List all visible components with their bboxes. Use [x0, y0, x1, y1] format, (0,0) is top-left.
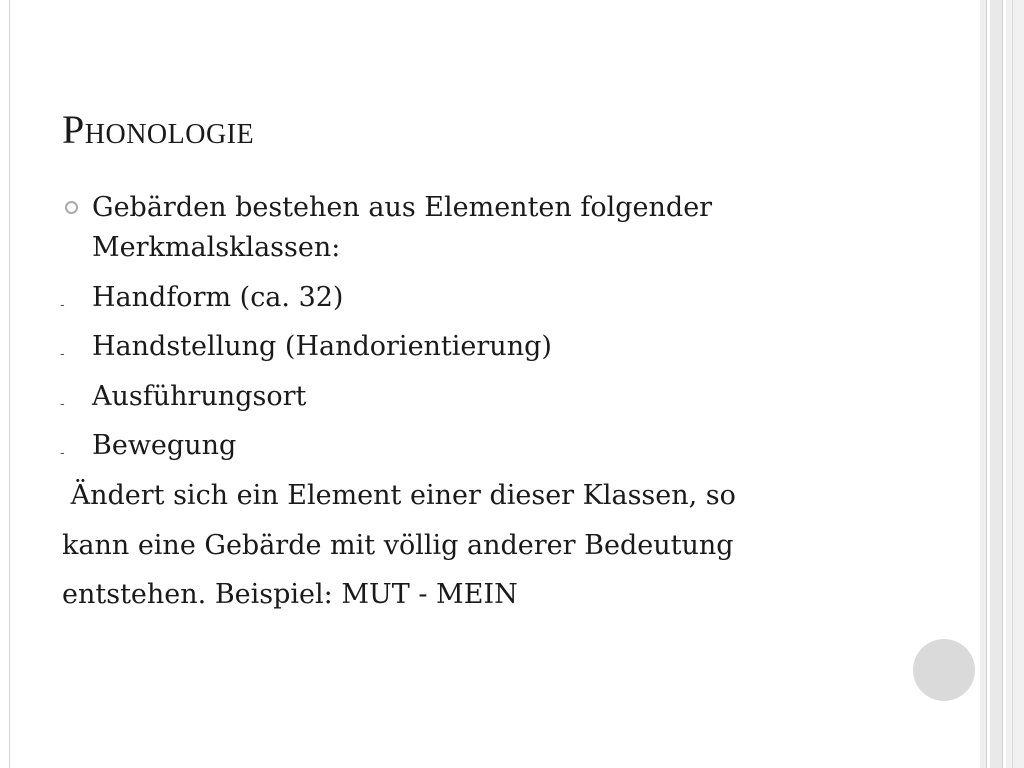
- dash-bullet: -: [60, 298, 65, 313]
- frame-left-line: [9, 0, 10, 768]
- right-stripe-decoration: [1002, 0, 1003, 768]
- dash-bullet: -: [60, 397, 65, 412]
- dash-item-handstellung: Handstellung (Handorientierung): [92, 331, 552, 362]
- right-stripe-decoration: [1012, 0, 1013, 768]
- dash-item-ausfuehrungsort: Ausführungsort: [92, 381, 307, 412]
- dash-item-bewegung: Bewegung: [92, 430, 237, 461]
- right-stripe-decoration: [1006, 0, 1024, 768]
- bullet-main-text: Gebärden bestehen aus Elementen folgender Merkmalsklassen:: [92, 192, 713, 263]
- right-stripe-decoration: [990, 0, 1002, 768]
- circle-bullet-icon: [65, 201, 78, 214]
- dash-bullet: -: [60, 347, 65, 362]
- circle-decoration: [913, 639, 975, 701]
- dash-bullet: -: [60, 446, 65, 461]
- right-stripe-decoration: [986, 0, 987, 768]
- dash-item-handform: Handform (ca. 32): [92, 282, 344, 313]
- paragraph-line-1: Ändert sich ein Element einer dieser Klassen, so: [62, 480, 736, 511]
- paragraph-line-3: entstehen. Beispiel: MUT - MEIN: [62, 579, 518, 610]
- paragraph-line-2: kann eine Gebärde mit völlig anderer Bedeutung: [62, 530, 734, 561]
- slide-title: Phonologie: [62, 107, 255, 152]
